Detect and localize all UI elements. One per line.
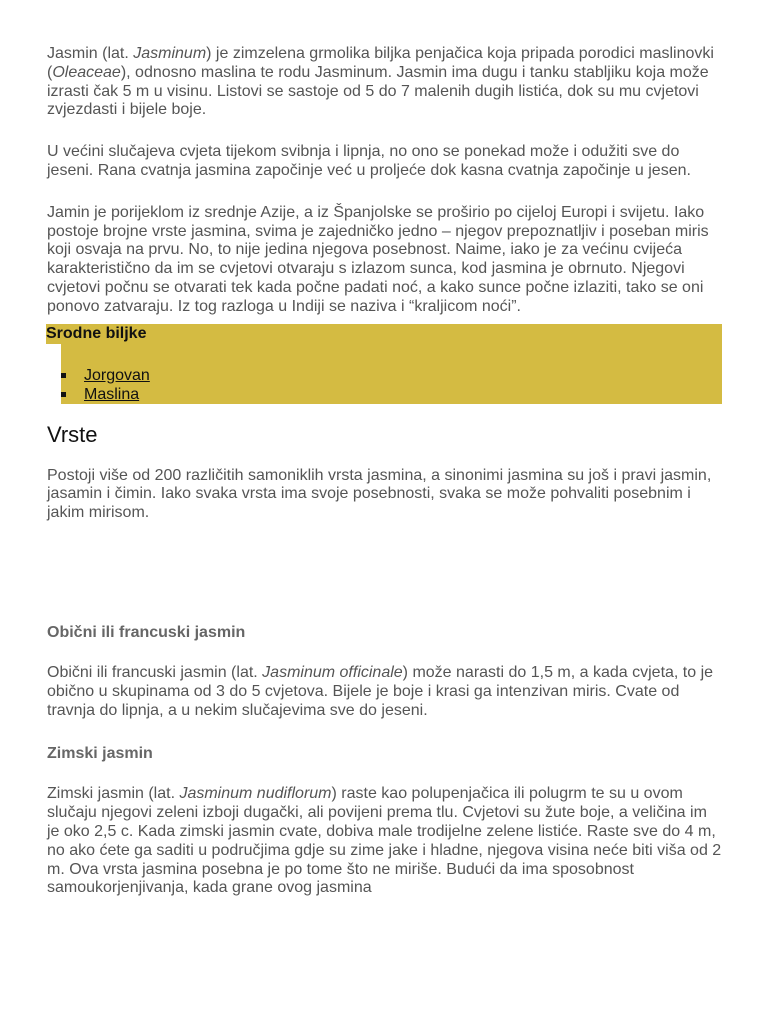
related-plant-item bbox=[61, 385, 150, 404]
subheading-winter-jasmine: Zimski jasmin bbox=[47, 745, 153, 763]
related-plants-title: Srodne biljke bbox=[46, 324, 147, 342]
bullet-icon bbox=[61, 373, 66, 378]
related-plant-item bbox=[61, 366, 150, 385]
latin-name-nudiflorum: Jasminum nudiflorum bbox=[179, 785, 332, 803]
bullet-icon bbox=[61, 392, 66, 397]
intro-paragraph-1: Jasmin (lat. Jasminum) je zimzelena grmolika biljka penjačica koja pripada porodici maslinovki (Oleaceae), odnosno maslina te rodu Jasminum. Jasmin ima dugu i tanku stabljiku koja može izrasti čak 5 m u visinu. Listovi se sastoje od 5 do 7 malenih dugih listića, dok su mu cvjetovi zvjezdasti i bijele boje. bbox=[47, 45, 714, 119]
related-plants-header-bg bbox=[46, 324, 722, 344]
species-paragraph: Postoji više od 200 različitih samoniklih vrsta jasmina, a sinonimi jasmina su još i pravi jasmin, jasamin i čimin. Iako svaka vrsta ima svoje posebnosti, svaka se može pohvaliti posebnim i jakim mirisom. bbox=[47, 466, 712, 522]
intro-paragraph-2: U većini slučajeva cvjeta tijekom svibnja i lipnja, no ono se ponekad može i odužiti sve do jeseni. Rana cvatnja jasmina započinje već u proljeće dok kasna cvatnja započinje u jesen. bbox=[47, 143, 691, 179]
related-plants-list bbox=[61, 366, 150, 404]
related-link-maslina[interactable]: Maslina bbox=[84, 385, 140, 403]
common-jasmine-paragraph: Obični ili francuski jasmin (lat. Jasminum officinale) može narasti do 1,5 m, a kada cvjeta, to je obično u skupinama od 3 do 5 cvjetova. Bijele je boje i krasi ga intenzivan miris. Cvate od travnja do lipnja, a u nekim slučajevima sve do jeseni. bbox=[47, 663, 714, 719]
related-plants-body-bg bbox=[61, 342, 722, 404]
intro-paragraph-3: Jamin je porijeklom iz srednje Azije, a iz Španjolske se proširio po cijeloj Europi i svijetu. Iako postoje brojne vrste jasmina, svima je zajedničko jedno – njegov prepoznatljiv i poseban miris koji osvaja na prvu. No, to nije jedina njegova posebnost. Naime, iako je za većinu cvijeća karakteristično da im se cvjetovi otvaraju s izlazom sunca, kod jasmina je obrnuto. Njegovi cvjetovi počnu se otvarati tek kada počne padati noć, a kako sunce počne izlaziti, tako se oni ponovo zatvaraju. Iz tog razloga u Indiji se naziva i “kraljicom noći”. bbox=[47, 203, 709, 315]
winter-jasmine-paragraph: Zimski jasmin (lat. Jasminum nudiflorum) raste kao polupenjačica ili polugrm te su u ovom slučaju njegovi zeleni izboji dugački, ali povijeni prema tlu. Cvjetovi su žute boje, a veličina im je oko 2,5 c. Kada zimski jasmin cvate, dobiva male trodijelne zelene listiće. Raste sve do 4 m, no ako ćete ga saditi u područjima gdje su zime jake i hladne, njegova visina neće biti viša od 2 m. Ova vrsta jasmina posebna je po tome što ne miriše. Budući da ima sposobnost samoukorjenjivanja, kada grane ovog jasmina bbox=[47, 785, 722, 897]
section-heading-vrste: Vrste bbox=[47, 421, 98, 447]
article bbox=[47, 45, 723, 898]
latin-name-jasminum: Jasminum bbox=[133, 45, 207, 62]
related-link-jorgovan[interactable]: Jorgovan bbox=[84, 366, 150, 384]
related-plants-box bbox=[46, 324, 722, 405]
subheading-common-jasmine: Obični ili francuski jasmin bbox=[47, 623, 246, 641]
latin-name-oleaceae: Oleaceae bbox=[52, 63, 121, 81]
latin-name-officinale: Jasminum officinale bbox=[262, 663, 403, 681]
